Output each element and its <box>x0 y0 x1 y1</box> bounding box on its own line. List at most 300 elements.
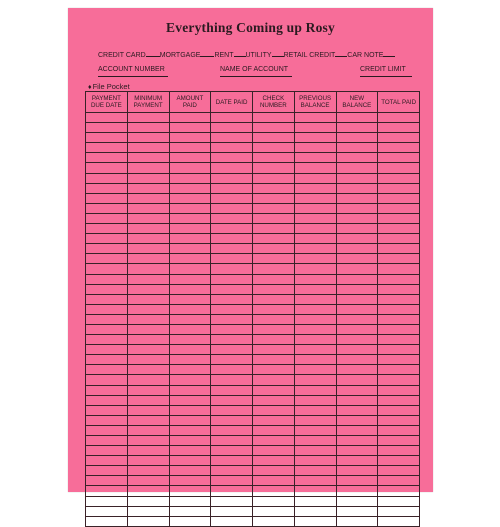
ledger-cell <box>294 304 336 314</box>
ledger-cell <box>336 314 378 324</box>
ledger-row <box>86 446 420 456</box>
ledger-cell <box>253 496 295 506</box>
ledger-cell <box>86 466 128 476</box>
ledger-cell <box>169 476 211 486</box>
ledger-row <box>86 123 420 133</box>
ledger-cell <box>127 446 169 456</box>
ledger-cell <box>211 446 253 456</box>
ledger-row <box>86 224 420 234</box>
ledger-cell <box>169 244 211 254</box>
ledger-cell <box>211 304 253 314</box>
ledger-cell <box>169 496 211 506</box>
ledger-cell <box>336 294 378 304</box>
ledger-cell <box>378 244 420 254</box>
ledger-cell <box>86 264 128 274</box>
ledger-cell <box>211 385 253 395</box>
ledger-cell <box>378 284 420 294</box>
ledger-cell <box>211 264 253 274</box>
ledger-cell <box>169 385 211 395</box>
ledger-cell <box>253 224 295 234</box>
ledger-cell <box>169 113 211 123</box>
ledger-cell <box>211 516 253 526</box>
ledger-cell <box>378 193 420 203</box>
ledger-cell <box>86 355 128 365</box>
ledger-cell <box>378 143 420 153</box>
ledger-cell <box>294 415 336 425</box>
ledger-cell <box>378 274 420 284</box>
ledger-cell <box>86 436 128 446</box>
ledger-cell <box>211 355 253 365</box>
ledger-cell <box>336 405 378 415</box>
ledger-cell <box>127 304 169 314</box>
ledger-cell <box>86 395 128 405</box>
ledger-cell <box>378 446 420 456</box>
ledger-cell <box>253 173 295 183</box>
ledger-row <box>86 385 420 395</box>
ledger-cell <box>211 163 253 173</box>
ledger-row <box>86 345 420 355</box>
ledger-cell <box>336 365 378 375</box>
ledger-cell <box>378 506 420 516</box>
ledger-cell <box>169 345 211 355</box>
ledger-cell <box>253 486 295 496</box>
ledger-cell <box>294 224 336 234</box>
ledger-cell <box>336 284 378 294</box>
ledger-cell <box>378 113 420 123</box>
ledger-cell <box>86 113 128 123</box>
ledger-cell <box>294 516 336 526</box>
ledger-cell <box>169 324 211 334</box>
ledger-cell <box>253 506 295 516</box>
ledger-cell <box>253 516 295 526</box>
account-number-label: ACCOUNT NUMBER <box>98 66 165 73</box>
ledger-cell <box>86 425 128 435</box>
ledger-cell <box>336 415 378 425</box>
ledger-cell <box>336 133 378 143</box>
ledger-cell <box>127 516 169 526</box>
ledger-cell <box>253 365 295 375</box>
account-name-label: NAME OF ACCOUNT <box>220 66 289 73</box>
ledger-cell <box>127 436 169 446</box>
credit-limit-line <box>360 76 412 77</box>
account-name-line <box>220 76 292 77</box>
ledger-row <box>86 516 420 526</box>
ledger-cell <box>336 355 378 365</box>
ledger-cell <box>86 486 128 496</box>
category-retail-credit: RETAIL CREDIT <box>283 52 336 59</box>
ledger-cell <box>294 436 336 446</box>
ledger-cell <box>86 294 128 304</box>
ledger-cell <box>127 294 169 304</box>
ledger-cell <box>378 203 420 213</box>
ledger-cell <box>253 133 295 143</box>
ledger-row <box>86 456 420 466</box>
ledger-cell <box>378 385 420 395</box>
ledger-cell <box>294 466 336 476</box>
ledger-cell <box>169 163 211 173</box>
ledger-cell <box>211 143 253 153</box>
ledger-header-row <box>86 92 420 113</box>
ledger-cell <box>294 456 336 466</box>
ledger-row <box>86 213 420 223</box>
ledger-cell <box>86 123 128 133</box>
ledger-cell <box>86 183 128 193</box>
ledger-cell <box>169 183 211 193</box>
ledger-row <box>86 264 420 274</box>
ledger-row <box>86 234 420 244</box>
ledger-cell <box>378 234 420 244</box>
ledger-cell <box>86 133 128 143</box>
ledger-cell <box>294 314 336 324</box>
ledger-cell <box>378 324 420 334</box>
column-header: PREVIOUS BALANCE <box>294 92 336 113</box>
ledger-cell <box>169 335 211 345</box>
ledger-cell <box>86 244 128 254</box>
ledger-cell <box>253 466 295 476</box>
ledger-cell <box>378 496 420 506</box>
ledger-cell <box>169 405 211 415</box>
ledger-cell <box>253 436 295 446</box>
ledger-row <box>86 415 420 425</box>
account-number-line <box>98 76 168 77</box>
ledger-cell <box>253 284 295 294</box>
ledger-cell <box>127 486 169 496</box>
ledger-cell <box>169 173 211 183</box>
ledger-cell <box>86 224 128 234</box>
ledger-cell <box>294 506 336 516</box>
ledger-cell <box>378 153 420 163</box>
ledger-cell <box>211 173 253 183</box>
column-header: DATE PAID <box>211 92 253 113</box>
ledger-cell <box>86 496 128 506</box>
ledger-cell <box>336 244 378 254</box>
ledger-cell <box>86 446 128 456</box>
ledger-cell <box>294 173 336 183</box>
ledger-cell <box>336 324 378 334</box>
ledger-cell <box>211 274 253 284</box>
ledger-cell <box>169 234 211 244</box>
ledger-cell <box>169 254 211 264</box>
ledger-cell <box>294 425 336 435</box>
ledger-cell <box>86 375 128 385</box>
ledger-cell <box>169 224 211 234</box>
ledger-cell <box>294 213 336 223</box>
ledger-cell <box>294 294 336 304</box>
ledger-cell <box>86 254 128 264</box>
ledger-cell <box>253 304 295 314</box>
ledger-cell <box>378 213 420 223</box>
ledger-cell <box>294 254 336 264</box>
ledger-cell <box>253 314 295 324</box>
ledger-cell <box>211 193 253 203</box>
ledger-cell <box>169 466 211 476</box>
ledger-cell <box>253 294 295 304</box>
ledger-cell <box>127 314 169 324</box>
ledger-cell <box>336 113 378 123</box>
ledger-cell <box>169 456 211 466</box>
ledger-cell <box>211 234 253 244</box>
ledger-cell <box>127 415 169 425</box>
ledger-row <box>86 173 420 183</box>
blank-line <box>335 50 347 57</box>
ledger-cell <box>336 224 378 234</box>
ledger-cell <box>294 446 336 456</box>
ledger-cell <box>253 274 295 284</box>
ledger-cell <box>336 254 378 264</box>
ledger-cell <box>253 395 295 405</box>
ledger-cell <box>169 375 211 385</box>
ledger-cell <box>378 516 420 526</box>
ledger-cell <box>253 163 295 173</box>
category-utility: UTILITY <box>245 52 272 59</box>
ledger-cell <box>253 264 295 274</box>
ledger-cell <box>127 163 169 173</box>
ledger-cell <box>294 486 336 496</box>
ledger-cell <box>127 345 169 355</box>
ledger-cell <box>336 213 378 223</box>
ledger-cell <box>211 365 253 375</box>
bill-tracker-sheet <box>68 8 433 492</box>
ledger-cell <box>211 113 253 123</box>
ledger-cell <box>169 415 211 425</box>
ledger-cell <box>253 355 295 365</box>
ledger-row <box>86 486 420 496</box>
ledger-cell <box>336 486 378 496</box>
ledger-cell <box>378 486 420 496</box>
ledger-cell <box>336 304 378 314</box>
ledger-cell <box>294 375 336 385</box>
blank-line <box>146 50 160 57</box>
ledger-cell <box>169 436 211 446</box>
ledger-cell <box>86 385 128 395</box>
ledger-cell <box>211 244 253 254</box>
ledger-cell <box>336 385 378 395</box>
ledger-cell <box>211 506 253 516</box>
ledger-cell <box>211 284 253 294</box>
blank-line <box>200 50 214 57</box>
ledger-cell <box>86 345 128 355</box>
ledger-cell <box>253 324 295 334</box>
ledger-row <box>86 143 420 153</box>
ledger-cell <box>253 335 295 345</box>
ledger-cell <box>378 405 420 415</box>
ledger-cell <box>86 335 128 345</box>
ledger-cell <box>127 274 169 284</box>
ledger-cell <box>336 193 378 203</box>
category-car-note: CAR NOTE <box>347 52 384 59</box>
blank-line <box>234 50 246 57</box>
ledger-cell <box>336 476 378 486</box>
ledger-cell <box>169 123 211 133</box>
ledger-row <box>86 436 420 446</box>
ledger-cell <box>211 425 253 435</box>
ledger-cell <box>211 476 253 486</box>
ledger-cell <box>169 294 211 304</box>
ledger-cell <box>86 173 128 183</box>
ledger-cell <box>336 335 378 345</box>
column-header: AMOUNT PAID <box>169 92 211 113</box>
ledger-row <box>86 133 420 143</box>
ledger-cell <box>294 133 336 143</box>
ledger-cell <box>86 476 128 486</box>
ledger-cell <box>86 163 128 173</box>
ledger-cell <box>127 173 169 183</box>
ledger-cell <box>378 183 420 193</box>
ledger-row <box>86 304 420 314</box>
ledger-cell <box>294 385 336 395</box>
ledger-cell <box>169 355 211 365</box>
ledger-cell <box>86 516 128 526</box>
ledger-cell <box>378 456 420 466</box>
ledger-cell <box>378 173 420 183</box>
ledger-cell <box>294 355 336 365</box>
ledger-cell <box>253 385 295 395</box>
ledger-row <box>86 476 420 486</box>
ledger-cell <box>127 264 169 274</box>
ledger-cell <box>169 193 211 203</box>
ledger-cell <box>294 284 336 294</box>
ledger-cell <box>211 405 253 415</box>
ledger-cell <box>378 425 420 435</box>
blank-line <box>272 50 284 57</box>
ledger-cell <box>378 355 420 365</box>
ledger-cell <box>294 193 336 203</box>
ledger-cell <box>86 365 128 375</box>
ledger-cell <box>336 425 378 435</box>
ledger-cell <box>378 466 420 476</box>
ledger-cell <box>378 133 420 143</box>
ledger-row <box>86 506 420 516</box>
ledger-cell <box>127 405 169 415</box>
ledger-cell <box>253 476 295 486</box>
ledger-cell <box>127 324 169 334</box>
ledger-cell <box>169 425 211 435</box>
ledger-cell <box>336 183 378 193</box>
ledger-cell <box>127 123 169 133</box>
ledger-cell <box>378 395 420 405</box>
ledger-row <box>86 254 420 264</box>
ledger-cell <box>169 365 211 375</box>
ledger-cell <box>211 324 253 334</box>
credit-limit-label: CREDIT LIMIT <box>360 66 406 73</box>
ledger-cell <box>211 395 253 405</box>
ledger-cell <box>169 153 211 163</box>
ledger-cell <box>253 153 295 163</box>
blank-line <box>383 50 395 57</box>
ledger-cell <box>336 153 378 163</box>
file-pocket-label <box>88 82 130 91</box>
ledger-cell <box>253 123 295 133</box>
ledger-cell <box>127 476 169 486</box>
ledger-cell <box>127 385 169 395</box>
ledger-cell <box>336 143 378 153</box>
ledger-cell <box>169 506 211 516</box>
ledger-cell <box>294 345 336 355</box>
ledger-cell <box>169 133 211 143</box>
ledger-cell <box>211 314 253 324</box>
ledger-cell <box>86 304 128 314</box>
column-header: CHECK NUMBER <box>253 92 295 113</box>
ledger-cell <box>336 123 378 133</box>
ledger-cell <box>336 203 378 213</box>
ledger-row <box>86 365 420 375</box>
ledger-cell <box>294 153 336 163</box>
ledger-cell <box>127 466 169 476</box>
ledger-cell <box>86 506 128 516</box>
ledger-cell <box>127 335 169 345</box>
ledger-cell <box>127 244 169 254</box>
ledger-row <box>86 274 420 284</box>
ledger-row <box>86 314 420 324</box>
ledger-cell <box>336 274 378 284</box>
ledger-cell <box>127 506 169 516</box>
ledger-cell <box>127 425 169 435</box>
ledger-cell <box>336 436 378 446</box>
ledger-cell <box>253 375 295 385</box>
ledger-cell <box>211 294 253 304</box>
ledger-cell <box>253 446 295 456</box>
ledger-cell <box>211 466 253 476</box>
ledger-cell <box>86 415 128 425</box>
ledger-cell <box>294 234 336 244</box>
ledger-cell <box>294 123 336 133</box>
ledger-row <box>86 113 420 123</box>
ledger-cell <box>378 476 420 486</box>
ledger-body <box>86 113 420 527</box>
ledger-cell <box>336 345 378 355</box>
ledger-row <box>86 405 420 415</box>
ledger-cell <box>211 213 253 223</box>
ledger-cell <box>169 516 211 526</box>
ledger-cell <box>253 345 295 355</box>
ledger-row <box>86 466 420 476</box>
ledger-cell <box>86 213 128 223</box>
ledger-row <box>86 244 420 254</box>
ledger-cell <box>127 395 169 405</box>
ledger-cell <box>378 335 420 345</box>
ledger-cell <box>127 183 169 193</box>
ledger-cell <box>378 224 420 234</box>
ledger-cell <box>169 304 211 314</box>
ledger-cell <box>86 405 128 415</box>
ledger-row <box>86 395 420 405</box>
ledger-cell <box>86 193 128 203</box>
ledger-cell <box>378 415 420 425</box>
ledger-cell <box>336 466 378 476</box>
column-header: MINIMUM PAYMENT <box>127 92 169 113</box>
ledger-cell <box>336 456 378 466</box>
ledger-cell <box>294 264 336 274</box>
ledger-cell <box>86 314 128 324</box>
ledger-row <box>86 284 420 294</box>
ledger-cell <box>336 375 378 385</box>
ledger-cell <box>211 335 253 345</box>
ledger-cell <box>211 496 253 506</box>
ledger-cell <box>294 496 336 506</box>
ledger-cell <box>378 375 420 385</box>
ledger-cell <box>294 365 336 375</box>
ledger-row <box>86 335 420 345</box>
ledger-cell <box>378 436 420 446</box>
category-credit-card: CREDIT CARD <box>98 52 146 59</box>
ledger-row <box>86 183 420 193</box>
ledger-cell <box>294 405 336 415</box>
ledger-cell <box>86 456 128 466</box>
ledger-row <box>86 163 420 173</box>
ledger-cell <box>294 476 336 486</box>
ledger-cell <box>253 425 295 435</box>
ledger-cell <box>127 224 169 234</box>
